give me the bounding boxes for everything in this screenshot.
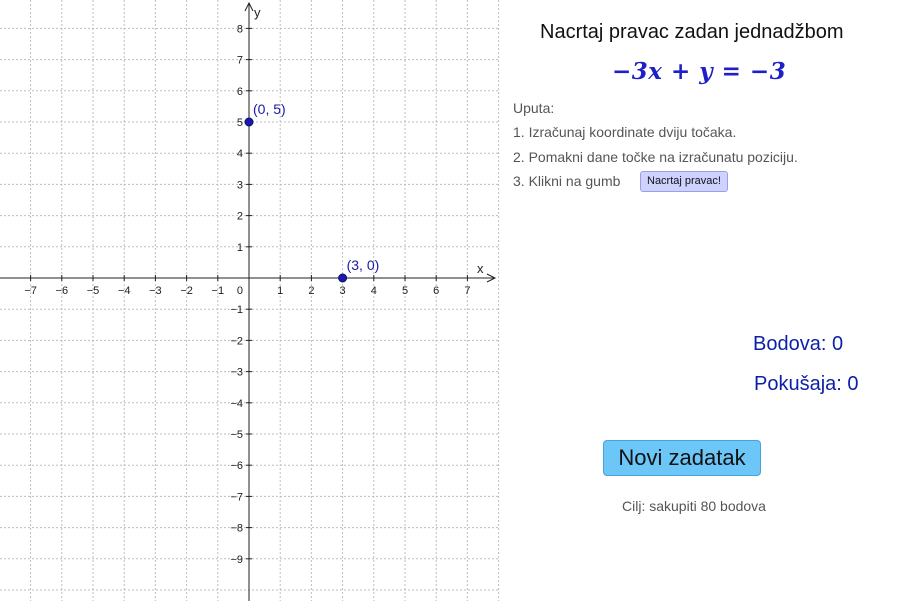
- y-tick-label: −8: [230, 522, 243, 535]
- x-tick-label: 6: [433, 285, 440, 297]
- y-tick-label: −2: [230, 335, 243, 348]
- x-tick-label: −5: [86, 285, 100, 297]
- y-tick-label: 5: [236, 117, 243, 129]
- x-axis-label: x: [477, 261, 484, 276]
- y-tick-label: 3: [236, 179, 243, 192]
- attempts-label: Pokušaja: 0: [754, 373, 859, 395]
- y-tick-label: 6: [236, 85, 243, 98]
- y-tick-label: −1: [230, 304, 243, 317]
- goal-label: Cilj: sakupiti 80 bodova: [622, 498, 766, 514]
- x-tick-label: 3: [339, 285, 346, 297]
- x-tick-label: 1: [277, 285, 284, 297]
- y-tick-label: −7: [230, 491, 243, 504]
- x-tick-label: 7: [464, 285, 471, 297]
- y-tick-label: −4: [230, 397, 243, 410]
- point[interactable]: [339, 274, 347, 282]
- x-tick-label: 5: [401, 285, 409, 297]
- y-tick-label: −5: [230, 429, 243, 441]
- instruction-step-2: 2. Pomakni dane točke na izračunatu poziciju.: [513, 149, 798, 165]
- y-tick-label: 2: [236, 210, 243, 223]
- x-tick-label: −7: [24, 285, 37, 297]
- y-tick-label: −3: [230, 366, 243, 379]
- point-label: (0, 5): [253, 101, 286, 117]
- y-tick-label: 7: [236, 54, 243, 67]
- points[interactable]: [245, 101, 379, 282]
- x-tick-label: −4: [117, 285, 131, 297]
- x-tick-label: 2: [308, 285, 315, 297]
- axes: [0, 3, 495, 601]
- x-tick-labels: [24, 285, 470, 297]
- new-task-button[interactable]: Novi zadatak: [603, 440, 761, 476]
- draw-line-button[interactable]: Nacrtaj pravac!: [640, 171, 728, 192]
- equation: −3x + y = −3: [612, 58, 787, 85]
- x-tick-label: −6: [55, 285, 69, 297]
- y-tick-label: −9: [230, 553, 243, 566]
- x-tick-label: 4: [370, 285, 377, 297]
- x-tick-label: −2: [180, 285, 193, 297]
- origin-label: 0: [236, 285, 243, 297]
- y-tick-label: 1: [236, 241, 243, 254]
- point[interactable]: [245, 118, 253, 126]
- instruction-step-3: 3. Klikni na gumb: [513, 173, 621, 189]
- score-label: Bodova: 0: [753, 333, 844, 355]
- x-tick-label: −1: [211, 285, 225, 297]
- point-label: (3, 0): [346, 257, 380, 273]
- y-tick-label: 4: [236, 148, 243, 161]
- y-tick-label: 8: [236, 23, 243, 36]
- y-axis-label: y: [254, 5, 261, 20]
- x-tick-label: −3: [149, 285, 162, 297]
- instruction-step-1: 1. Izračunaj koordinate dviju točaka.: [513, 124, 737, 140]
- y-tick-label: −6: [230, 460, 243, 473]
- task-title: Nacrtaj pravac zadan jednadžbom: [540, 21, 844, 43]
- instructions-heading: Uputa:: [513, 100, 555, 116]
